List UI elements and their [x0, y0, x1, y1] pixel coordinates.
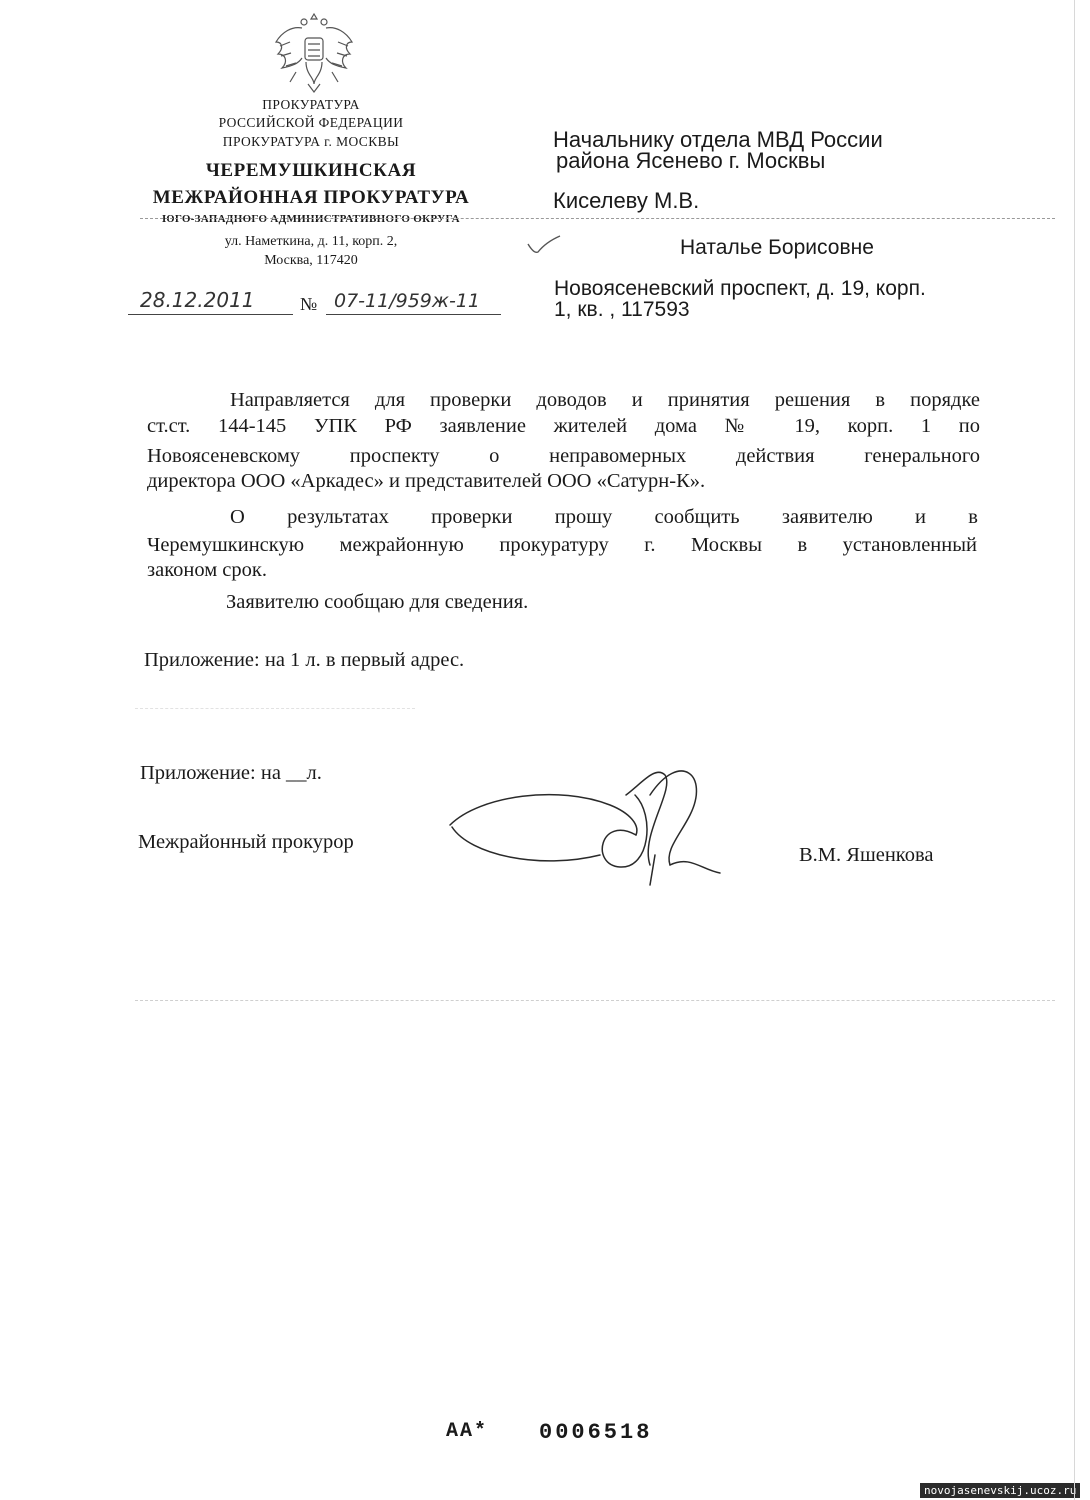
letterhead-line-1: ПРОКУРАТУРА [262, 97, 360, 112]
district-name: ЮГО-ЗАПАДНОГО АДМИНИСТРАТИВНОГО ОКРУГА [162, 213, 460, 225]
paragraph-1-line-3: Новоясеневскому проспекту о неправомерных действия генерального [147, 445, 980, 467]
right-margin-edge [1074, 0, 1075, 1500]
signatory-name: В.М. Яшенкова [799, 844, 934, 866]
serial-number: 0006518 [539, 1420, 653, 1445]
office-name-1: ЧЕРЕМУШКИНСКАЯ [205, 160, 417, 181]
watermark: novojasenevskij.ucoz.ru [920, 1483, 1080, 1498]
paragraph-2-line-2: Черемушкинскую межрайонную прокуратуру г. Москвы в установленный [147, 534, 977, 556]
coat-of-arms-icon [272, 8, 356, 96]
reference-date: 28.12.2011 [140, 288, 255, 312]
signatory-position: Межрайонный прокурор [138, 831, 354, 853]
scan-line-top [140, 218, 1055, 219]
recipient-1-line-1: Начальнику отдела МВД России [553, 127, 883, 152]
paragraph-1-line-2: ст.ст. 144-145 УПК РФ заявление жителей дома № 19, корп. 1 по [147, 415, 980, 437]
paragraph-1-line-4: директора ООО «Аркадес» и представителей ООО «Сатурн-К». [147, 470, 706, 492]
serial-prefix: АА* [446, 1420, 489, 1443]
attachment-1: Приложение: на 1 л. в первый адрес. [144, 649, 465, 671]
checkmark-icon [526, 234, 562, 256]
date-underline [128, 314, 293, 315]
reference-number: 07-11/959ж-11 [334, 290, 481, 312]
office-address-2: Москва, 117420 [264, 253, 358, 268]
office-address-1: ул. Наметкина, д. 11, корп. 2, [224, 234, 398, 249]
recipient-1-name: Киселеву М.В. [553, 188, 700, 213]
paragraph-2-line-3: законом срок. [147, 559, 267, 581]
scan-line-mid [135, 708, 415, 709]
recipient-2-address-1: Новоясеневский проспект, д. 19, корп. [554, 277, 926, 300]
office-name-2: МЕЖРАЙОННАЯ ПРОКУРАТУРА [152, 187, 470, 208]
letterhead-line-3: ПРОКУРАТУРА г. МОСКВЫ [222, 134, 400, 149]
recipient-2-address-2: 1, кв. , 117593 [554, 298, 690, 321]
paragraph-3: Заявителю сообщаю для сведения. [226, 591, 529, 613]
number-label: № [300, 294, 318, 314]
handwritten-signature [440, 755, 730, 895]
attachment-2: Приложение: на __л. [140, 762, 322, 784]
number-underline [326, 314, 501, 315]
recipient-1-line-2: района Ясенево г. Москвы [556, 148, 826, 173]
letterhead-line-2: РОССИЙСКОЙ ФЕДЕРАЦИИ [218, 115, 404, 130]
paragraph-1-line-1: Направляется для проверки доводов и принятия решения в порядке [230, 389, 980, 411]
scan-line-lower [135, 1000, 1055, 1001]
paragraph-2-line-1: О результатах проверки прошу сообщить заявителю и в [230, 506, 978, 528]
recipient-2-name: Наталье Борисовне [680, 236, 874, 259]
